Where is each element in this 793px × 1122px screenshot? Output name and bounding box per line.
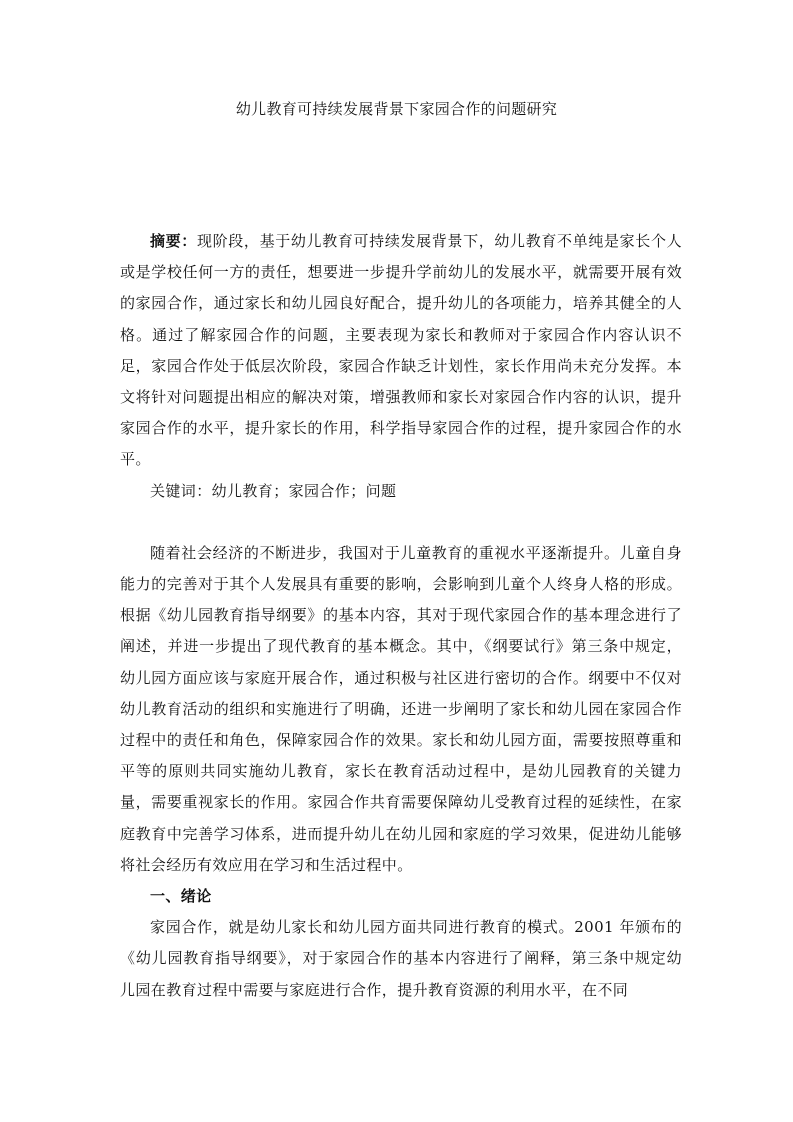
keywords-line: 关键词：幼儿教育；家园合作；问题 <box>150 481 397 500</box>
abstract-paragraph <box>120 226 682 476</box>
abstract-text: 现阶段，基于幼儿教育可持续发展背景下，幼儿教育不单纯是家长个人或是学校任何一方的责任，想要进一步提升学前幼儿的发展水平，就需要开展有效的家园合作，通过家长和幼儿园良好配合，提升幼儿的各项能力，培养其健全的人格。通过了解家园合作的问题，主要表现为家长和教师对于家园合作内容认识不足，家园合作处于低层次阶段，家园合作缺乏计划性，家长作用尚未充分发挥。本文将针对问题提出相应的解决对策，增强教师和家长对家园合作内容的认识，提升家园合作的水平，提升家长的作用，科学指导家园合作的过程，提升家园合作的水平。 <box>120 232 682 469</box>
abstract-label: 摘要： <box>150 232 197 250</box>
intro-paragraph: 随着社会经济的不断进步，我国对于儿童教育的重视水平逐渐提升。儿童自身能力的完善对于其个人发展具有重要的影响，会影响到儿童个人终身人格的形成。根据《幼儿园教育指导纲要》的基本内容，其对于现代家园合作的基本理念进行了阐述，并进一步提出了现代教育的基本概念。其中，《纲要试行》第三条中规定，幼儿园方面应该与家庭开展合作，通过积极与社区进行密切的合作。纲要中不仅对幼儿教育活动的组织和实施进行了明确，还进一步阐明了家长和幼儿园在家园合作过程中的责任和角色，保障家园合作的效果。家长和幼儿园方面，需要按照尊重和平等的原则共同实施幼儿教育，家长在教育活动过程中，是幼儿园教育的关键力量，需要重视家长的作用。家园合作共育需要保障幼儿受教育过程的延续性，在家庭教育中完善学习体系，进而提升幼儿在幼儿园和家庭的学习效果，促进幼儿能够将社会经历有效应用在学习和生活过程中。 <box>120 543 682 874</box>
blank-line <box>120 507 682 538</box>
section-paragraph: 家园合作，就是幼儿家长和幼儿园方面共同进行教育的模式。2001 年颁布的《幼儿园教育指导纲要》，对于家园合作的基本内容进行了阐释，第三条中规定幼儿园在教育过程中需要与家庭进行合作，提升教育资源的利用水平，在不同 <box>120 918 682 999</box>
section-heading: 一、绪论 <box>150 887 212 906</box>
paper-title: 幼儿教育可持续发展背景下家园合作的问题研究 <box>235 100 558 118</box>
document-body <box>120 226 682 1006</box>
